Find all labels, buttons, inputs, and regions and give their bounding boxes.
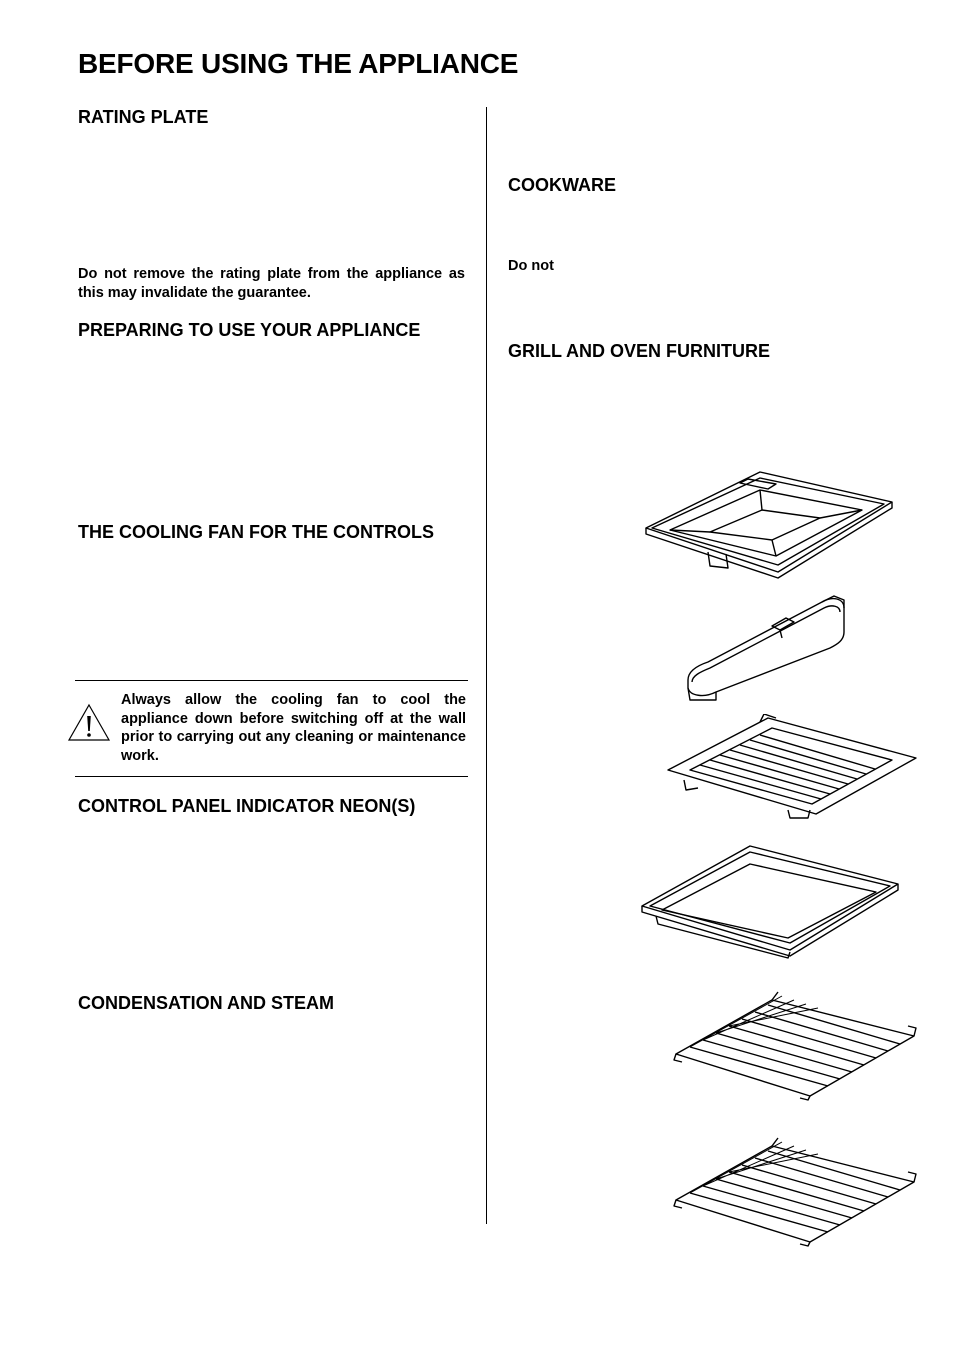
- rating-plate-heading: RATING PLATE: [78, 107, 209, 127]
- cookware-note: Do not: [508, 258, 554, 274]
- rating-plate-note: Do not remove the rating plate from the appliance as this may invalidate the guarantee.: [78, 266, 465, 301]
- furniture-heading: GRILL AND OVEN FURNITURE: [508, 341, 771, 361]
- oven-shelf-illustration: [670, 1134, 920, 1248]
- warning-box: [75, 680, 468, 777]
- warning-triangle-icon: [67, 703, 111, 743]
- page-title: BEFORE USING THE APPLIANCE: [78, 48, 519, 79]
- grill-pan-grid-illustration: [664, 714, 920, 822]
- grill-pan-handle-illustration: [682, 592, 850, 704]
- preparing-heading: PREPARING TO USE YOUR APPLIANCE: [78, 320, 421, 340]
- condensation-heading: CONDENSATION AND STEAM: [78, 993, 334, 1013]
- cookware-heading: COOKWARE: [508, 175, 616, 195]
- meat-tin-illustration: [638, 842, 902, 960]
- grill-pan-illustration: [640, 468, 898, 580]
- cooling-fan-heading: THE COOLING FAN FOR THE CONTROLS: [78, 522, 434, 542]
- neons-heading: CONTROL PANEL INDICATOR NEON(S): [78, 796, 416, 816]
- oven-shelf-illustration: [670, 988, 920, 1102]
- column-divider: [486, 107, 487, 1224]
- cooling-fan-warning: Always allow the cooling fan to cool the appliance down before switching off at the wall prior to carrying out any cleaning or maintenance work.: [121, 692, 466, 764]
